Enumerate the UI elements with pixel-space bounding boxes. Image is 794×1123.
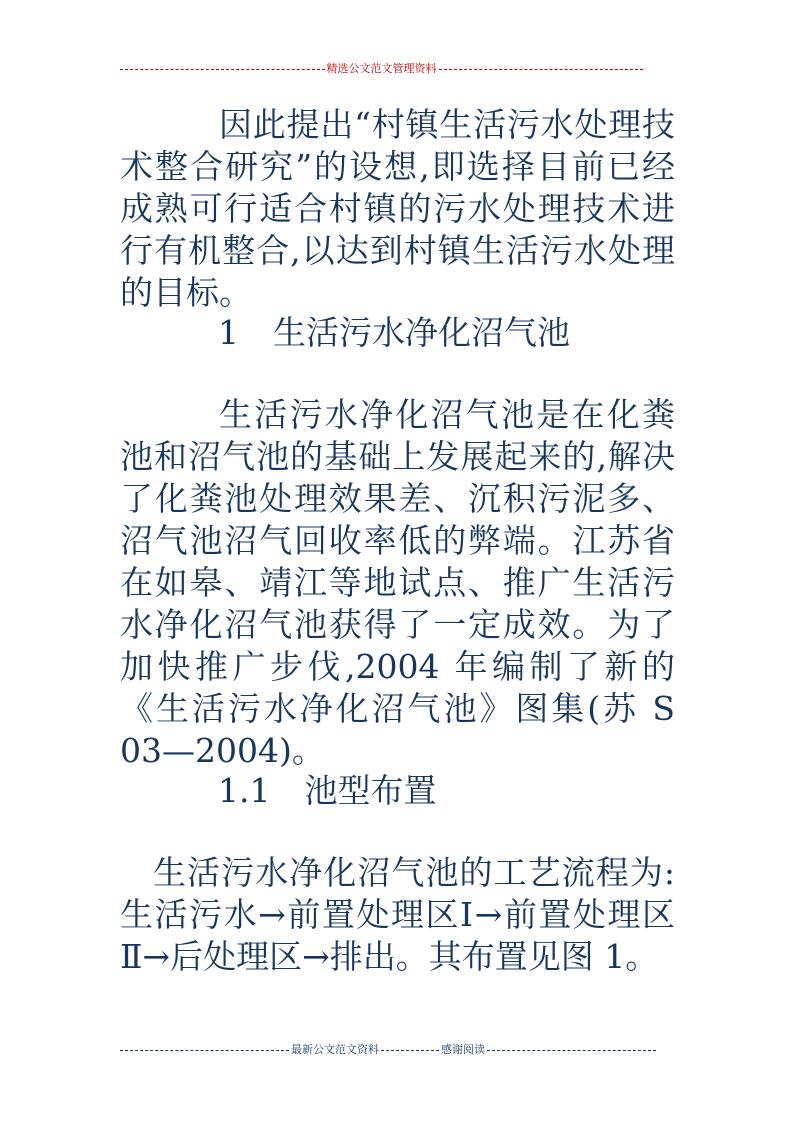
page-header bbox=[120, 58, 643, 78]
section-title: 生活污水净化沼气池 bbox=[273, 313, 570, 352]
subsection-title: 池型布置 bbox=[304, 771, 437, 810]
header-label: 精选公文范文管理资料 bbox=[326, 62, 437, 75]
header-dashed-rule-left bbox=[120, 69, 325, 70]
footer-dashed-rule-middle bbox=[381, 1050, 439, 1051]
paragraph-description: 生活污水净化沼气池是在化粪池和沼气池的基础上发展起来的,解决了化粪池处理效果差、沉积污泥多、沼气池沼气回收率低的弊端。江苏省在如皋、靖江等地试点、推广生活污水净化沼气池获得了一定成效。为了加快推广步伐,2004 年编制了新的《生活污水净化沼气池》图集(苏 S 03—2004)。 bbox=[120, 395, 675, 770]
section-number: 1 bbox=[218, 313, 239, 352]
footer-right-label: 感谢阅读 bbox=[441, 1043, 485, 1056]
paragraph-intro: 因此提出“村镇生活污水处理技术整合研究”的设想,即选择目前已经成熟可行适合村镇的污水处理技术进行有机整合,以达到村镇生活污水处理的目标。 bbox=[120, 105, 675, 312]
page-footer bbox=[120, 1039, 656, 1059]
footer-dashed-rule-left bbox=[120, 1050, 289, 1051]
header-dashed-rule-right bbox=[439, 69, 644, 70]
footer-dashed-rule-right bbox=[487, 1050, 656, 1051]
section-heading-1 bbox=[218, 312, 570, 354]
footer-left-label: 最新公文范文资料 bbox=[291, 1043, 379, 1056]
section-heading-1-1 bbox=[218, 770, 436, 812]
paragraph-process-flow: 生活污水净化沼气池的工艺流程为:生活污水→前置处理区Ⅰ→前置处理区Ⅱ→后处理区→排出。其布置见图 1。 bbox=[120, 853, 675, 976]
subsection-number: 1.1 bbox=[218, 771, 271, 810]
